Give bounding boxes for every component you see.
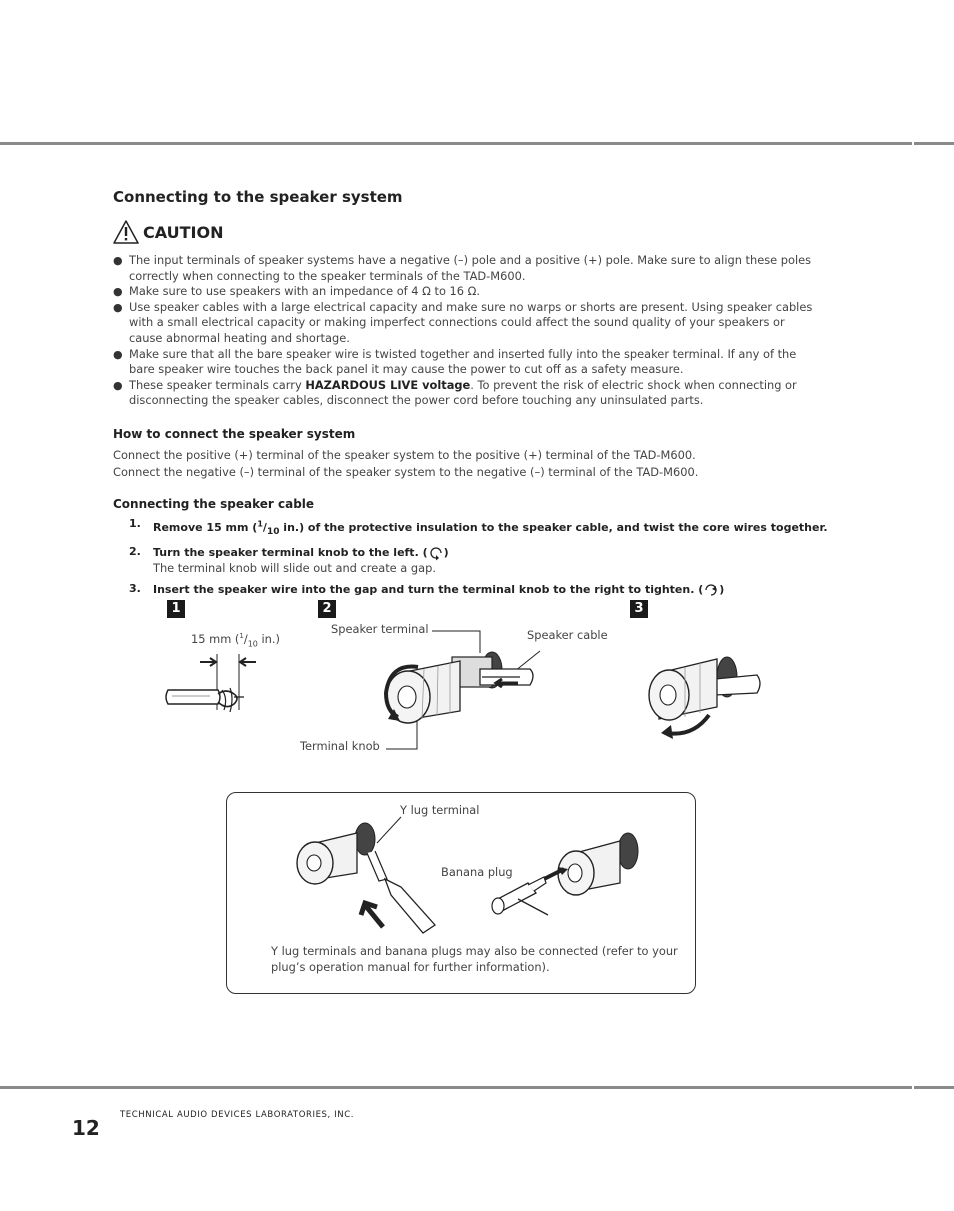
caution-list [113, 253, 813, 409]
strip-length-label: 15 mm ($^1/_{10}$ in.) [191, 632, 280, 649]
tightened-terminal-illustration [645, 645, 765, 740]
steps-list [113, 517, 853, 604]
caution-text: These speaker terminals carry [129, 377, 306, 392]
stripped-wire-illustration [160, 650, 270, 720]
caution-item: ● Make sure to use speakers with an impedance of 4 Ω to 16 Ω. [113, 284, 813, 300]
speaker-cable-label: Speaker cable [527, 628, 608, 642]
step-number: 3. [129, 581, 141, 595]
how-to-line: Connect the positive (+) terminal of the speaker system to the positive (+) terminal of the TAD-M600. [113, 448, 696, 462]
y-lug-label: Y lug terminal [400, 803, 480, 817]
page-number: 12 [72, 1116, 100, 1140]
hazard-emphasis: HAZARDOUS LIVE voltage [305, 377, 471, 392]
y-lug-illustration [295, 815, 445, 935]
caution-item: ● Make sure that all the bare speaker wire is twisted together and inserted fully into the speaker terminal. If any of the bare speaker wire touches the back panel it may cause the power to cut off as a safety measure. [113, 347, 813, 378]
speaker-terminal-illustration [380, 625, 550, 755]
warning-icon [113, 220, 139, 244]
header-rule [0, 142, 954, 145]
company-name: TECHNICAL AUDIO DEVICES LABORATORIES, INC. [120, 1110, 355, 1120]
step-1 [113, 517, 853, 539]
caution-title: CAUTION [143, 222, 224, 242]
step-note: The terminal knob will slide out and create a gap. [153, 561, 436, 576]
rotate-left-icon [428, 545, 444, 561]
rotate-right-icon [703, 582, 719, 598]
cable-title: Connecting the speaker cable [113, 497, 315, 511]
step-3 [113, 582, 853, 598]
step-text: Remove 15 mm ($^1/_{10}$ in.) of the protective insulation to the speaker cable, and twist the core wires together. [153, 519, 828, 537]
banana-plug-label: Banana plug [441, 865, 513, 879]
figure-badge-3: 3 [630, 600, 648, 618]
banana-plug-illustration [488, 825, 643, 920]
figure-badge-2: 2 [318, 600, 336, 618]
step-text: Insert the speaker wire into the gap and turn the terminal knob to the right to tighten. ( ) [153, 582, 725, 596]
step-2 [113, 545, 853, 576]
box-note: Y lug terminals and banana plugs may also be connected (refer to your plug’s operation manual for further information). [271, 944, 678, 974]
how-to-title: How to connect the speaker system [113, 427, 356, 441]
section-title: Connecting to the speaker system [113, 188, 403, 206]
caution-text: . To prevent the risk of electric shock when connecting or disconnecting the speaker cables, disconnect the power cord before touching any uninsulated parts. [129, 377, 797, 408]
step-number: 2. [129, 545, 141, 559]
speaker-terminal-label: Speaker terminal [331, 622, 429, 636]
how-to-text [113, 447, 833, 480]
caution-item: ● Use speaker cables with a large electrical capacity and make sure no warps or shorts are present. Using speaker cables with a small electrical capacity or making imperfect connections could affect the sound quality of your speakers or cause abnormal heating and shortage. [113, 300, 813, 347]
how-to-line: Connect the negative (–) terminal of the speaker system to the negative (–) terminal of the TAD-M600. [113, 464, 699, 479]
footer-rule [0, 1086, 954, 1089]
terminal-knob-label: Terminal knob [300, 739, 380, 753]
step-number: 1. [129, 517, 141, 530]
caution-item: ● The input terminals of speaker systems have a negative (–) pole and a positive (+) pole. Make sure to align these poles correctly when connecting to the speaker terminals of the TAD-M600. [113, 253, 813, 284]
step-text: Turn the speaker terminal knob to the left. ( ) [153, 546, 449, 560]
figure-badge-1: 1 [167, 600, 185, 618]
caution-item [113, 378, 813, 409]
caution-heading [113, 220, 223, 244]
